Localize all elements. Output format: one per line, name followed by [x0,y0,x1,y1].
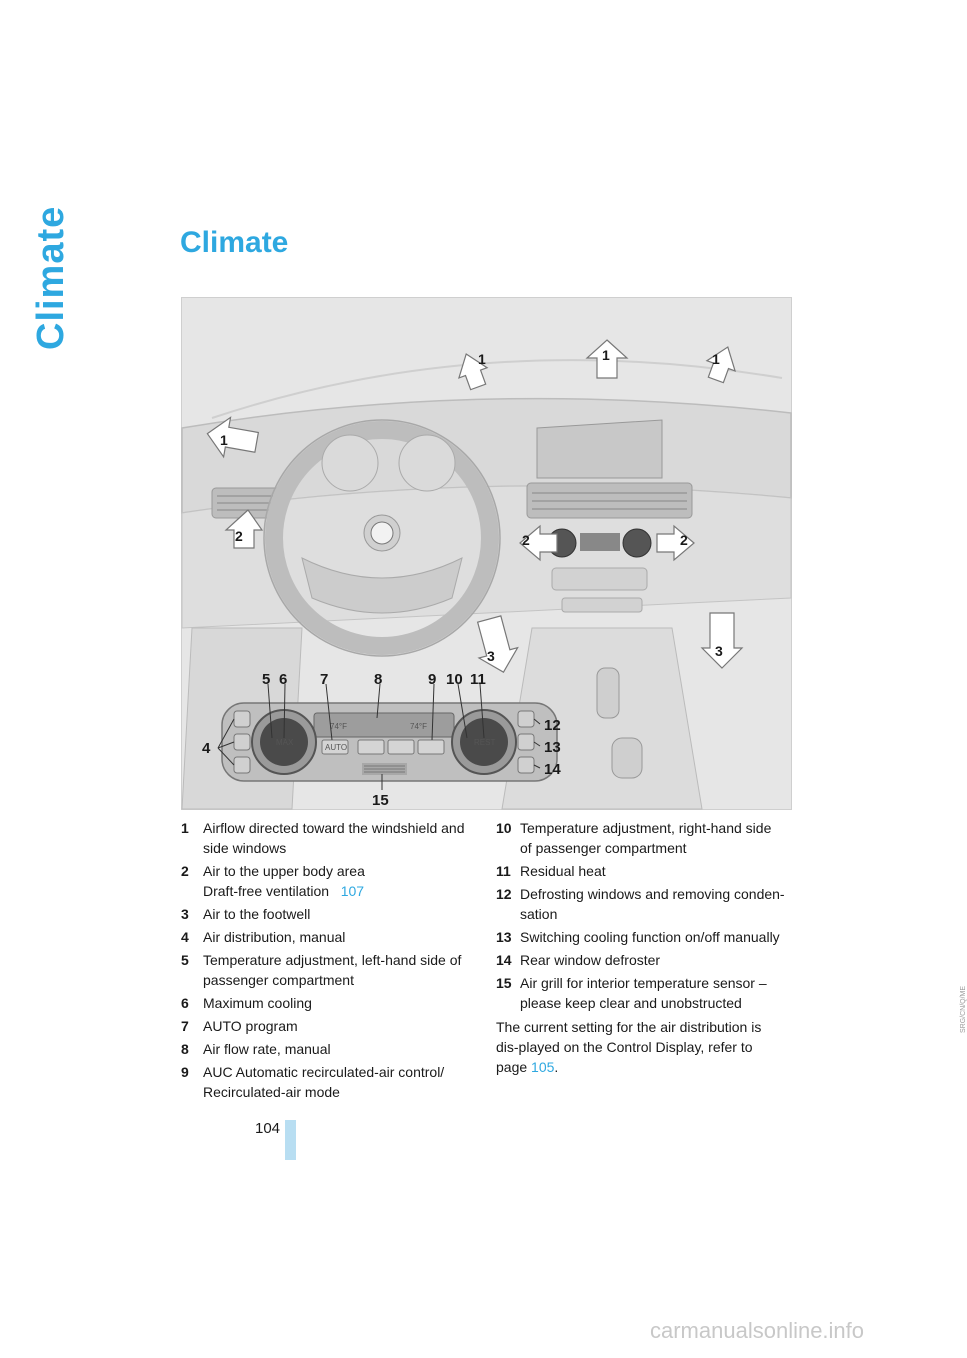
callout-10: 10 [446,671,463,688]
svg-text:2: 2 [522,532,530,548]
callout-6: 6 [279,671,288,688]
legend-item: 6 Maximum cooling [181,995,312,1011]
panel-temp-left: 74°F [330,722,347,731]
callout-13: 13 [544,739,561,756]
callout-9: 9 [428,671,437,688]
legend-column-right [496,818,786,1077]
callout-15: 15 [372,792,389,809]
panel-temp-right: 74°F [410,722,427,731]
svg-text:3: 3 [487,648,495,664]
legend-item: 9 AUC Automatic recirculated-air control/ Recirculated-air mode [181,1064,445,1100]
svg-text:1: 1 [220,432,228,448]
page-ref-link[interactable]: 107 [340,883,365,899]
svg-text:3: 3 [715,643,723,659]
legend-item: 4 Air distribution, manual [181,929,346,945]
legend-item: 12 Defrosting windows and removing conden-sation [496,886,785,922]
site-watermark: carmanualsonline.info [650,1318,865,1343]
callout-7: 7 [320,671,329,688]
callout-8: 8 [374,671,383,688]
legend-item: 10 Temperature adjustment, right-hand side of passenger compartment [496,820,772,856]
svg-text:2: 2 [680,532,688,548]
legend-item: 8 Air flow rate, manual [181,1041,331,1057]
legend-item: 3 Air to the footwell [181,906,311,922]
svg-text:2: 2 [235,528,243,544]
legend-item: 7 AUTO program [181,1018,298,1034]
panel-max-label: MAX [276,738,294,747]
panel-rest-label: REST [474,738,496,747]
page-number: 104 [255,1120,281,1137]
legend-item: 1 Airflow directed toward the windshield and side windows [181,820,465,856]
legend-item: 5 Temperature adjustment, left-hand side of passenger compartment [181,952,462,988]
svg-text:1: 1 [712,351,720,367]
legend-item: 2 Air to the upper body area Draft-free ventilation 107 [181,863,365,899]
chapter-tab [30,205,155,350]
svg-text:1: 1 [478,351,486,367]
callout-12: 12 [544,717,561,734]
panel-auto-label: AUTO [325,743,348,752]
legend-item: 13 Switching cooling function on/off manually [496,929,780,945]
page-title: Climate [180,226,289,259]
dashboard-drawing [182,298,791,809]
chapter-tab-label: Climate [30,205,72,350]
legend-item: 11 Residual heat [496,863,606,879]
legend-item: 15 Air grill for interior temperature sensor – please keep clear and unobstructed [496,975,767,1011]
callout-11: 11 [470,671,486,688]
callout-4: 4 [202,740,211,757]
legend-item: 14 Rear window defroster [496,952,661,968]
page-marker-bar [285,1120,296,1160]
callout-5: 5 [262,671,271,688]
callout-14: 14 [544,761,561,778]
svg-text:1: 1 [602,347,610,363]
figure-code: SRG/CN/Q/ME [960,985,967,1033]
climate-control-panel [222,703,557,781]
page-ref-link[interactable]: 105 [531,1059,555,1075]
legend-column-left [181,818,471,1105]
distribution-note: The current setting for the air distribution is dis-played on the Control Display, refer to page 105. [496,1019,762,1075]
